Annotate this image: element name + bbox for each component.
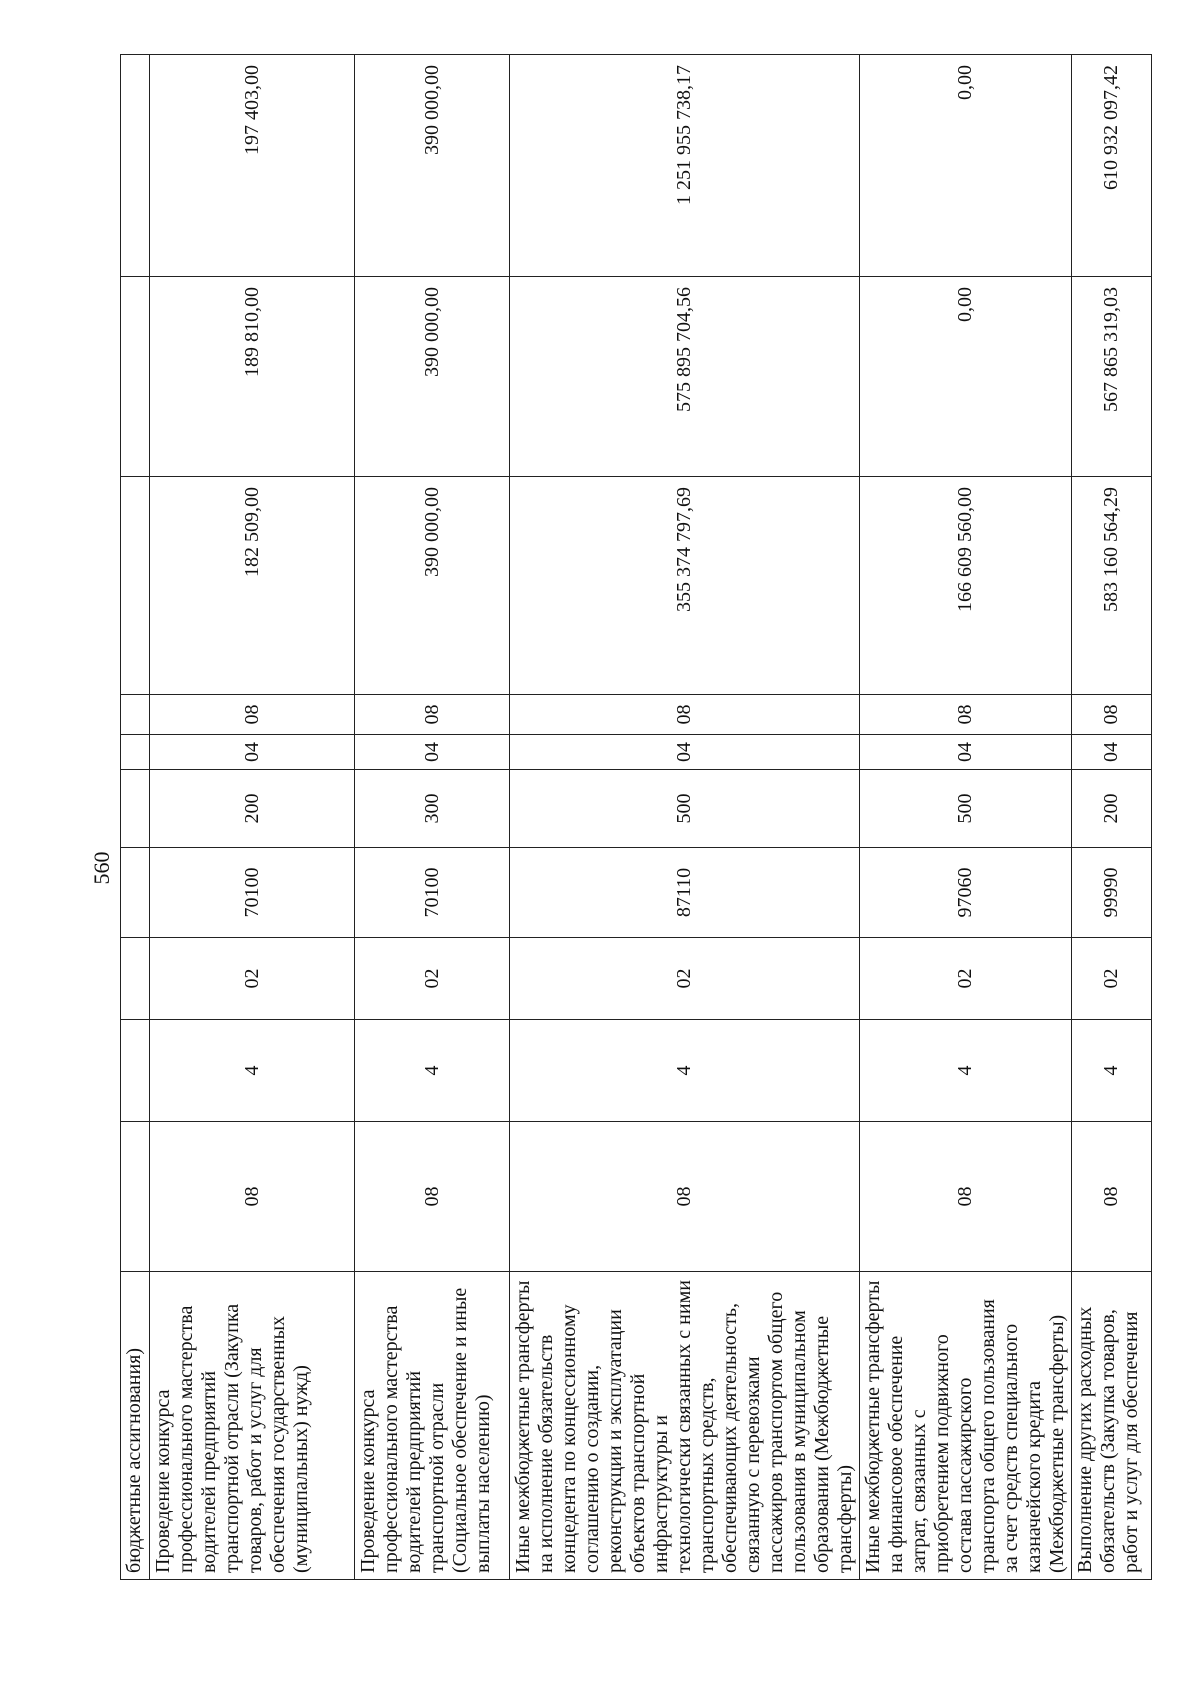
gp-code: 08	[860, 1122, 1072, 1272]
vr-code: 500	[510, 770, 860, 848]
sum-year-2: 390 000,00	[355, 277, 510, 477]
vr-code: 300	[355, 770, 510, 848]
rz-code: 04	[355, 735, 510, 770]
gp-code: 08	[150, 1122, 355, 1272]
rz-code: 04	[510, 735, 860, 770]
cell	[121, 938, 150, 1020]
pr-code: 08	[355, 695, 510, 735]
sum-year-2: 0,00	[860, 277, 1072, 477]
nr-code: 97060	[860, 848, 1072, 938]
sum-year-3: 0,00	[860, 55, 1072, 277]
rz-code: 04	[150, 735, 355, 770]
sum-year-1: 390 000,00	[355, 477, 510, 695]
pp-code: 4	[355, 1020, 510, 1122]
row-name: Иные межбюджетные трансферты на финансовое обеспечение затрат, связанных с приобретением подвижного состава пассажирского транспорта общего пользования за счет средств специального казначейского кредита (Межбюджетные трансферты)	[860, 1272, 1072, 1580]
om-code: 02	[150, 938, 355, 1020]
om-code: 02	[510, 938, 860, 1020]
om-code: 02	[355, 938, 510, 1020]
table-row	[355, 55, 510, 1580]
sum-year-2: 567 865 319,03	[1072, 277, 1152, 477]
pp-code: 4	[1072, 1020, 1152, 1122]
pr-code: 08	[510, 695, 860, 735]
om-code: 02	[1072, 938, 1152, 1020]
gp-code: 08	[510, 1122, 860, 1272]
sum-year-2: 575 895 704,56	[510, 277, 860, 477]
sum-year-1: 166 609 560,00	[860, 477, 1072, 695]
sum-year-1: 583 160 564,29	[1072, 477, 1152, 695]
budget-table	[120, 54, 1152, 1580]
sum-year-3: 390 000,00	[355, 55, 510, 277]
rotated-table-wrapper	[120, 55, 1142, 1580]
pr-code: 08	[150, 695, 355, 735]
nr-code: 70100	[355, 848, 510, 938]
om-code: 02	[860, 938, 1072, 1020]
cell	[121, 735, 150, 770]
row-name: Выполнение других расходных обязательств (Закупка товаров, работ и услуг для обеспечения	[1072, 1272, 1152, 1580]
table-row-header	[121, 55, 150, 1580]
rz-code: 04	[860, 735, 1072, 770]
cell	[121, 477, 150, 695]
nr-code: 87110	[510, 848, 860, 938]
sum-year-2: 189 810,00	[150, 277, 355, 477]
gp-code: 08	[355, 1122, 510, 1272]
vr-code: 200	[150, 770, 355, 848]
sum-year-3: 610 932 097,42	[1072, 55, 1152, 277]
table-row	[860, 55, 1072, 1580]
cell	[121, 277, 150, 477]
row-name: Проведение конкурса профессионального мастерства водителей предприятий транспортной отрасли (Социальное обеспечение и иные выплаты населению)	[355, 1272, 510, 1580]
cell	[121, 55, 150, 277]
row-name: бюджетные ассигнования)	[121, 1272, 150, 1580]
table-row	[510, 55, 860, 1580]
pp-code: 4	[860, 1020, 1072, 1122]
nr-code: 99990	[1072, 848, 1152, 938]
table-row	[150, 55, 355, 1580]
pp-code: 4	[510, 1020, 860, 1122]
gp-code: 08	[1072, 1122, 1152, 1272]
cell	[121, 1122, 150, 1272]
sum-year-1: 182 509,00	[150, 477, 355, 695]
nr-code: 70100	[150, 848, 355, 938]
row-name: Иные межбюджетные трансферты на исполнение обязательств концедента по концессионному соглашению о создании, реконструкции и эксплуатации объектов транспортной инфраструктуры и технологически связанных с ними транспортных средств, обеспечивающих деятельность, связанную с перевозками пассажиров транспортом общего пользования в муниципальном образовании (Межбюджетные трансферты)	[510, 1272, 860, 1580]
cell	[121, 770, 150, 848]
table-row	[1072, 55, 1152, 1580]
pr-code: 08	[1072, 695, 1152, 735]
vr-code: 200	[1072, 770, 1152, 848]
vr-code: 500	[860, 770, 1072, 848]
sum-year-3: 1 251 955 738,17	[510, 55, 860, 277]
cell	[121, 848, 150, 938]
page-number: 560	[89, 851, 114, 885]
sum-year-3: 197 403,00	[150, 55, 355, 277]
cell	[121, 1020, 150, 1122]
rz-code: 04	[1072, 735, 1152, 770]
pr-code: 08	[860, 695, 1072, 735]
cell	[121, 695, 150, 735]
sum-year-1: 355 374 797,69	[510, 477, 860, 695]
row-name: Проведение конкурса профессионального мастерства водителей предприятий транспортной отрасли (Закупка товаров, работ и услуг для обеспечения государственных (муниципальных) нужд)	[150, 1272, 355, 1580]
pp-code: 4	[150, 1020, 355, 1122]
